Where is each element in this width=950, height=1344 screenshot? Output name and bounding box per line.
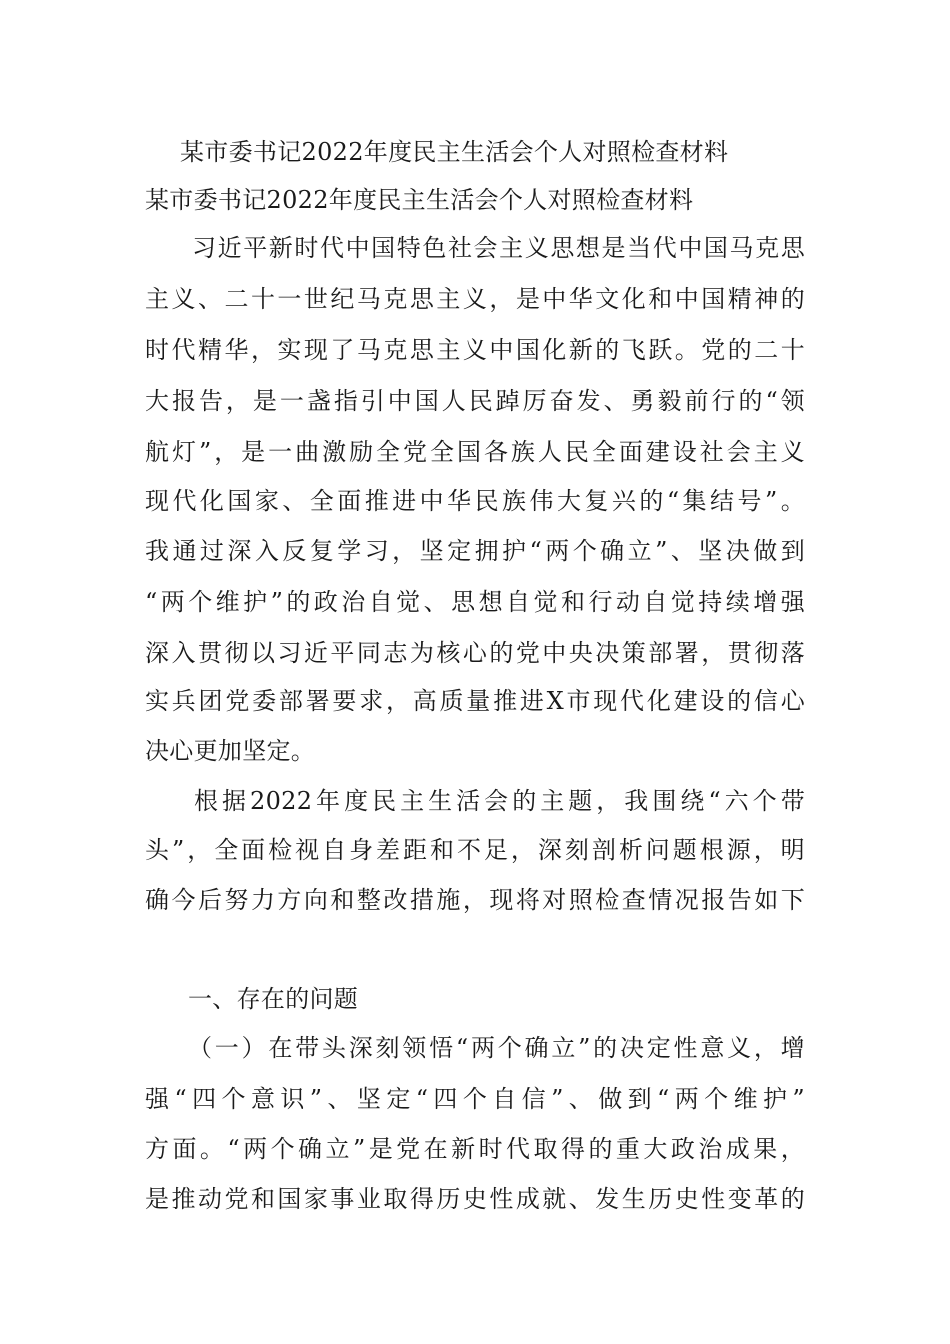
paragraph-2-line: 根据2022年度民主生活会的主题，我围绕“六个带: [194, 787, 805, 815]
paragraph-3-line: 方面。“两个确立”是党在新时代取得的重大政治成果，: [145, 1135, 805, 1163]
paragraph-1-line: 航灯”，是一曲激励全党全国各族人民全面建设社会主义: [145, 438, 805, 466]
paragraph-1-line: 大报告，是一盏指引中国人民踔厉奋发、勇毅前行的“领: [145, 387, 805, 415]
paragraph-3-line: 是推动党和国家事业取得历史性成就、发生历史性变革的: [145, 1185, 805, 1213]
document-title-repeat: 某市委书记2022年度民主生活会个人对照检查材料: [145, 186, 694, 214]
paragraph-1-line: 深入贯彻以习近平同志为核心的党中央决策部署，贯彻落: [145, 639, 805, 667]
paragraph-1-line: 现代化国家、全面推进中华民族伟大复兴的“集结号”。: [145, 487, 805, 515]
paragraph-2-line: 确今后努力方向和整改措施，现将对照检查情况报告如下: [145, 886, 805, 914]
paragraph-2-line: 头”，全面检视自身差距和不足，深刻剖析问题根源，明: [145, 836, 805, 864]
paragraph-1-line: 决心更加坚定。: [145, 737, 316, 765]
paragraph-1-line: 我通过深入反复学习，坚定拥护“两个确立”、坚决做到: [145, 537, 805, 565]
paragraph-1-line: 时代精华，实现了马克思主义中国化新的飞跃。党的二十: [145, 336, 805, 364]
paragraph-3-line: 强“四个意识”、坚定“四个自信”、做到“两个维护”: [145, 1085, 805, 1113]
paragraph-1-line: “两个维护”的政治自觉、思想自觉和行动自觉持续增强: [145, 588, 805, 616]
paragraph-1-line: 实兵团党委部署要求，高质量推进X市现代化建设的信心: [145, 687, 805, 715]
paragraph-1-line: 主义、二十一世纪马克思主义，是中华文化和中国精神的: [145, 285, 805, 313]
paragraph-1-line: 习近平新时代中国特色社会主义思想是当代中国马克思: [192, 234, 805, 262]
section-heading: 一、存在的问题: [188, 985, 359, 1013]
paragraph-3-line: （一）在带头深刻领悟“两个确立”的决定性意义，增: [188, 1034, 805, 1062]
document-title: 某市委书记2022年度民主生活会个人对照检查材料: [180, 138, 729, 166]
